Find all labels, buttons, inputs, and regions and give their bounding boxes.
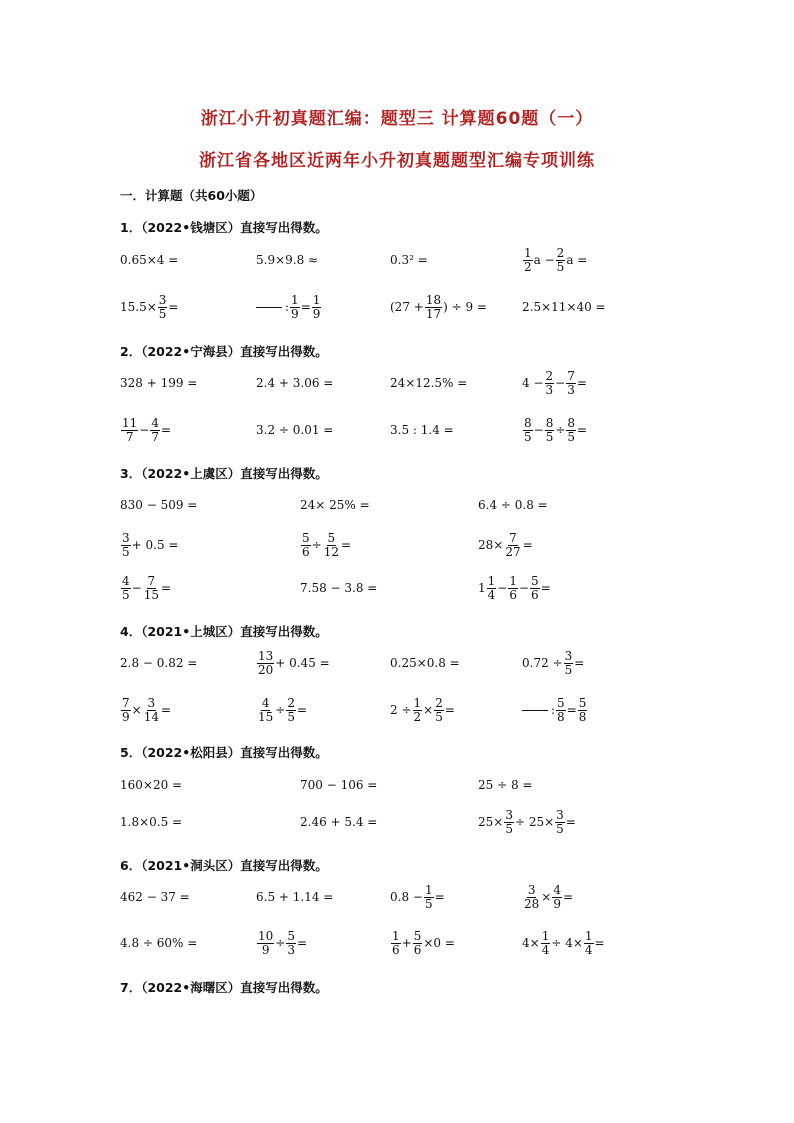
- expression-text: −: [139, 423, 150, 437]
- numerator: 11: [122, 415, 138, 430]
- fraction: [121, 417, 138, 443]
- problem: [120, 879, 190, 915]
- answer-blank[interactable]: [256, 306, 282, 308]
- problem: [120, 570, 171, 606]
- expression-text: 0.65×4 =: [120, 253, 179, 267]
- expression-text: 4.8 ÷ 60% =: [120, 936, 198, 950]
- fraction: [391, 930, 401, 956]
- problem: [390, 242, 428, 278]
- expression-text: ×: [131, 703, 142, 717]
- numerator: 3: [158, 292, 167, 307]
- numerator: 1: [584, 928, 593, 943]
- problem: [256, 645, 330, 681]
- numerator: 4: [553, 882, 561, 897]
- expression-text: =: [562, 890, 574, 904]
- problem: [120, 692, 171, 728]
- problem: [300, 487, 370, 523]
- denominator: 5: [545, 429, 554, 444]
- problem: [522, 925, 605, 961]
- expression-text: a =: [566, 253, 588, 267]
- fraction: [143, 575, 160, 601]
- problem: [120, 289, 178, 325]
- numerator: 2: [556, 245, 565, 260]
- problem-row: [0, 804, 794, 840]
- numerator: 5: [302, 530, 310, 545]
- expression-text: 0.8 −: [390, 890, 423, 904]
- denominator: 2: [413, 709, 422, 724]
- denominator: 12: [323, 544, 339, 559]
- fraction: [523, 417, 533, 443]
- question-heading: 6．（2021•洞头区）直接写出得数。: [120, 858, 328, 873]
- problem: [478, 804, 576, 840]
- numerator: 2: [287, 695, 295, 710]
- fraction: [413, 930, 423, 956]
- expression-text: =: [577, 423, 588, 437]
- denominator: 4: [487, 587, 496, 602]
- problem: [256, 289, 322, 325]
- problem: [256, 365, 333, 401]
- expression-text: 830 − 509 =: [120, 498, 198, 512]
- numerator: 1: [487, 573, 496, 588]
- denominator: 7: [125, 429, 134, 444]
- question-heading: 1．（2022•钱塘区）直接写出得数。: [120, 220, 328, 235]
- denominator: 17: [425, 306, 442, 321]
- problem: [256, 692, 307, 728]
- expression-text: ÷ 4×: [551, 936, 583, 950]
- numerator: 7: [509, 530, 517, 545]
- denominator: 28: [524, 896, 540, 911]
- denominator: 9: [261, 942, 270, 957]
- expression-text: −: [555, 376, 566, 390]
- fraction: [504, 532, 521, 558]
- expression-text: ×0 =: [423, 936, 455, 950]
- problem: [120, 767, 182, 803]
- problem: [256, 242, 318, 278]
- numerator: 3: [505, 807, 513, 822]
- expression-text: ) ÷ 9 =: [443, 300, 487, 314]
- denominator: 5: [158, 306, 167, 321]
- problem: [390, 365, 467, 401]
- numerator: 5: [413, 928, 422, 943]
- expression-text: 4×: [522, 936, 540, 950]
- expression-text: ÷: [555, 423, 566, 437]
- expression-text: =: [340, 538, 352, 552]
- expression-text: 15.5×: [120, 300, 157, 314]
- expression-text: 0.72 ÷: [522, 656, 563, 670]
- expression-text: =: [566, 703, 577, 717]
- page-subtitle: 浙江省各地区近两年小升初真题题型汇编专项训练: [199, 151, 595, 171]
- problem-row: [0, 527, 794, 563]
- numerator: 5: [557, 695, 565, 710]
- expression-text: 2.8 − 0.82 =: [120, 656, 198, 670]
- denominator: 6: [531, 587, 539, 602]
- problem: [256, 879, 333, 915]
- problem: [390, 645, 460, 681]
- expression-text: 2.46 + 5.4 =: [300, 815, 378, 829]
- fraction: [158, 294, 168, 320]
- denominator: 20: [258, 662, 274, 677]
- problem: [256, 925, 307, 961]
- numerator: 1: [541, 928, 550, 943]
- expression-text: −: [497, 581, 508, 595]
- numerator: 5: [578, 695, 587, 710]
- fraction: [425, 294, 442, 320]
- expression-text: ×: [423, 703, 434, 717]
- expression-text: 2 ÷: [390, 703, 412, 717]
- expression-text: 328 + 199 =: [120, 376, 198, 390]
- expression-text: + 0.5 =: [131, 538, 179, 552]
- expression-text: 6.4 ÷ 0.8 =: [478, 498, 548, 512]
- expression-text: 24× 25% =: [300, 498, 370, 512]
- fraction: [566, 417, 576, 443]
- denominator: 5: [122, 544, 130, 559]
- fraction: [301, 532, 311, 558]
- problem-row: [0, 242, 794, 278]
- expression-text: −: [533, 423, 544, 437]
- numerator: 4: [122, 573, 130, 588]
- problem: [120, 804, 182, 840]
- denominator: 4: [541, 942, 550, 957]
- page-title: 浙江小升初真题汇编：题型三 计算题60题（一）: [200, 109, 594, 129]
- problem: [300, 527, 351, 563]
- denominator: 5: [435, 709, 443, 724]
- problem-row: [0, 645, 794, 681]
- numerator: 3: [556, 807, 564, 822]
- problem-row: [0, 412, 794, 448]
- expression-text: =: [160, 703, 172, 717]
- expression-text: + 0.45 =: [275, 656, 330, 670]
- fraction: [312, 294, 322, 320]
- expression-text: 2.5×11×40 =: [522, 300, 606, 314]
- expression-text: =: [594, 936, 605, 950]
- numerator: 1: [312, 292, 321, 307]
- fraction: [556, 697, 566, 723]
- numerator: 4: [261, 695, 270, 710]
- expression-text: 25 ÷ 8 =: [478, 778, 533, 792]
- expression-text: =: [576, 376, 587, 390]
- numerator: 3: [527, 882, 536, 897]
- expression-text: =: [300, 300, 311, 314]
- expression-text: ÷: [275, 703, 286, 717]
- numerator: 1: [509, 573, 517, 588]
- denominator: 8: [578, 709, 587, 724]
- numerator: 3: [122, 530, 130, 545]
- fraction: [584, 930, 594, 956]
- numerator: 8: [524, 415, 532, 430]
- denominator: 6: [302, 544, 310, 559]
- numerator: 5: [327, 530, 336, 545]
- problem: [120, 487, 197, 523]
- problem: [478, 487, 548, 523]
- fraction: [424, 884, 434, 910]
- problem: [522, 242, 587, 278]
- problem: [522, 879, 573, 915]
- numerator: 1: [392, 928, 400, 943]
- expression-text: =: [444, 703, 455, 717]
- problem: [390, 879, 445, 915]
- problem: [120, 365, 197, 401]
- expression-text: ÷ 25×: [514, 815, 555, 829]
- denominator: 15: [143, 587, 159, 602]
- fraction: [530, 575, 540, 601]
- denominator: 5: [524, 429, 532, 444]
- expression-text: 0.25×0.8 =: [390, 656, 460, 670]
- problem: [390, 289, 487, 325]
- expression-text: 1: [478, 581, 486, 595]
- fraction: [541, 930, 551, 956]
- denominator: 3: [287, 942, 295, 957]
- expression-text: 24×12.5% =: [390, 376, 468, 390]
- expression-text: =: [296, 703, 308, 717]
- expression-text: −: [131, 581, 142, 595]
- numerator: 3: [564, 648, 573, 663]
- numerator: 5: [531, 573, 539, 588]
- fraction: [566, 370, 576, 396]
- problem: [120, 242, 178, 278]
- denominator: 8: [557, 709, 565, 724]
- problem: [300, 804, 377, 840]
- denominator: 9: [312, 306, 321, 321]
- expression-text: 4 −: [522, 376, 544, 390]
- denominator: 4: [584, 942, 593, 957]
- fraction: [413, 697, 423, 723]
- fraction: [286, 697, 296, 723]
- numerator: 7: [567, 368, 575, 383]
- problem: [522, 365, 587, 401]
- expression-text: ÷: [311, 538, 322, 552]
- expression-text: =: [296, 936, 308, 950]
- denominator: 5: [424, 896, 433, 911]
- fraction: [257, 930, 274, 956]
- fraction: [286, 930, 296, 956]
- numerator: 2: [545, 368, 554, 383]
- denominator: 14: [143, 709, 159, 724]
- denominator: 5: [556, 821, 564, 836]
- fraction: [555, 809, 565, 835]
- problem-row: [0, 570, 794, 606]
- problem: [390, 925, 455, 961]
- numerator: 18: [425, 292, 442, 307]
- denominator: 2: [524, 259, 532, 274]
- fraction: [545, 370, 555, 396]
- denominator: 9: [291, 306, 299, 321]
- problem-row: [0, 365, 794, 401]
- expression-text: 6.5 + 1.14 =: [256, 890, 334, 904]
- expression-text: 160×20 =: [120, 778, 183, 792]
- expression-text: 462 − 37 =: [120, 890, 190, 904]
- answer-blank[interactable]: [522, 709, 548, 711]
- expression-text: a −: [533, 253, 555, 267]
- problem-row: [0, 767, 794, 803]
- numerator: 2: [435, 695, 443, 710]
- denominator: 9: [122, 709, 130, 724]
- fraction: [257, 697, 274, 723]
- problem-row: [0, 692, 794, 728]
- expression-text: +: [401, 936, 412, 950]
- problem: [478, 527, 533, 563]
- expression-text: 28×: [478, 538, 504, 552]
- fraction: [121, 697, 131, 723]
- expression-text: 0.3² =: [390, 253, 428, 267]
- denominator: 5: [564, 662, 573, 677]
- denominator: 9: [553, 896, 561, 911]
- fraction: [290, 294, 300, 320]
- expression-text: :: [285, 300, 290, 314]
- numerator: 1: [424, 882, 433, 897]
- numerator: 1: [291, 292, 299, 307]
- denominator: 5: [122, 587, 130, 602]
- expression-text: ÷: [275, 936, 286, 950]
- problem: [300, 570, 377, 606]
- expression-text: 3.5 : 1.4 =: [390, 423, 454, 437]
- problem: [478, 767, 532, 803]
- expression-text: =: [574, 656, 585, 670]
- expression-text: =: [160, 423, 172, 437]
- question-heading: 4．（2021•上城区）直接写出得数。: [120, 624, 328, 639]
- fraction: [564, 650, 574, 676]
- expression-text: ×: [541, 890, 552, 904]
- expression-text: =: [160, 581, 172, 595]
- numerator: 7: [122, 695, 130, 710]
- fraction: [556, 247, 566, 273]
- numerator: 1: [413, 695, 422, 710]
- fraction: [323, 532, 340, 558]
- numerator: 10: [258, 928, 274, 943]
- problem: [522, 289, 606, 325]
- question-heading: 3．（2022•上虞区）直接写出得数。: [120, 466, 328, 481]
- expression-text: 25×: [478, 815, 504, 829]
- numerator: 5: [287, 928, 295, 943]
- numerator: 4: [151, 415, 159, 430]
- fraction: [523, 247, 533, 273]
- expression-text: =: [522, 538, 533, 552]
- denominator: 27: [505, 544, 521, 559]
- problem: [300, 767, 377, 803]
- expression-text: =: [565, 815, 576, 829]
- problem: [256, 412, 333, 448]
- question-heading: 7．（2022•海曙区）直接写出得数。: [120, 980, 328, 995]
- fraction: [143, 697, 160, 723]
- section-heading: 一．计算题（共60小题）: [120, 188, 263, 203]
- expression-text: 1.8×0.5 =: [120, 815, 183, 829]
- problem: [390, 412, 454, 448]
- numerator: 1: [524, 245, 532, 260]
- fraction: [121, 532, 131, 558]
- problem-row: [0, 879, 794, 915]
- problem: [522, 412, 587, 448]
- expression-text: 2.4 + 3.06 =: [256, 376, 334, 390]
- problem: [522, 645, 584, 681]
- question-heading: 5．（2022•松阳县）直接写出得数。: [120, 745, 328, 760]
- problem-row: [0, 289, 794, 325]
- problem: [478, 570, 551, 606]
- numerator: 3: [147, 695, 156, 710]
- fraction: [150, 417, 160, 443]
- denominator: 15: [258, 709, 274, 724]
- denominator: 3: [545, 382, 554, 397]
- denominator: 6: [509, 587, 517, 602]
- fraction: [523, 884, 540, 910]
- expression-text: :: [551, 703, 556, 717]
- fraction: [121, 575, 131, 601]
- denominator: 7: [151, 429, 159, 444]
- problem: [120, 527, 178, 563]
- expression-text: 5.9×9.8 ≈: [256, 253, 319, 267]
- denominator: 6: [413, 942, 422, 957]
- expression-text: =: [540, 581, 551, 595]
- problem-row: [0, 487, 794, 523]
- numerator: 8: [545, 415, 554, 430]
- fraction: [504, 809, 514, 835]
- denominator: 5: [556, 259, 565, 274]
- numerator: 8: [567, 415, 576, 430]
- expression-text: =: [434, 890, 445, 904]
- denominator: 5: [567, 429, 576, 444]
- fraction: [257, 650, 274, 676]
- expression-text: (27 +: [390, 300, 424, 314]
- fraction: [508, 575, 518, 601]
- fraction: [552, 884, 562, 910]
- expression-text: −: [518, 581, 530, 595]
- fraction: [578, 697, 588, 723]
- denominator: 5: [505, 821, 513, 836]
- numerator: 13: [258, 648, 274, 663]
- problem: [390, 692, 455, 728]
- expression-text: =: [168, 300, 179, 314]
- fraction: [487, 575, 497, 601]
- denominator: 5: [287, 709, 295, 724]
- expression-text: 700 − 106 =: [300, 778, 378, 792]
- denominator: 6: [392, 942, 400, 957]
- expression-text: 3.2 ÷ 0.01 =: [256, 423, 334, 437]
- denominator: 3: [567, 382, 575, 397]
- problem: [120, 412, 171, 448]
- expression-text: 7.58 − 3.8 =: [300, 581, 378, 595]
- question-heading: 2．（2022•宁海县）直接写出得数。: [120, 344, 328, 359]
- problem-row: [0, 925, 794, 961]
- problem: [522, 692, 588, 728]
- problem: [120, 925, 197, 961]
- problem: [120, 645, 197, 681]
- numerator: 7: [147, 573, 156, 588]
- fraction: [545, 417, 555, 443]
- fraction: [434, 697, 444, 723]
